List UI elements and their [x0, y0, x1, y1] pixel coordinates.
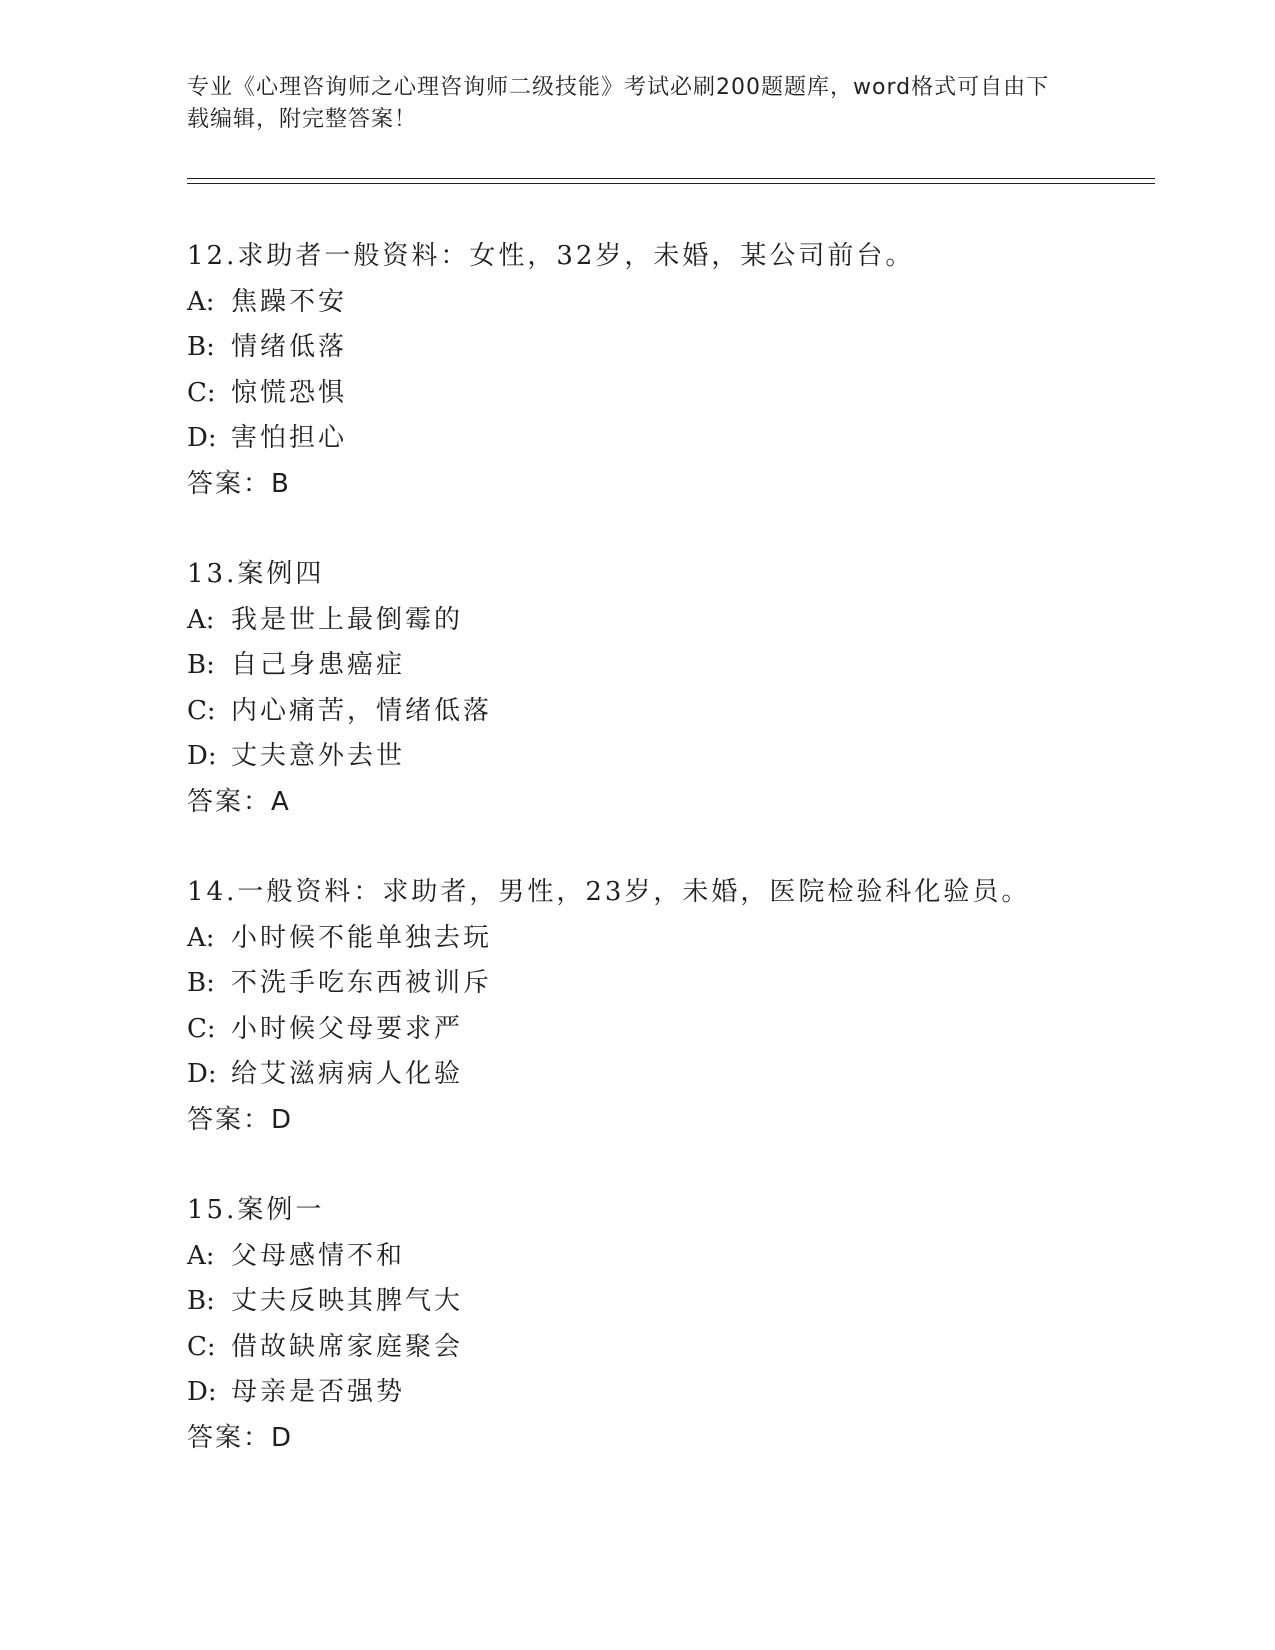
option-text: 惊慌恐惧	[231, 377, 348, 408]
option-d	[187, 734, 1147, 780]
option-text: 自己身患癌症	[231, 650, 406, 680]
option-letter: A:	[187, 1240, 215, 1271]
option-text: 不洗手吃东西被训斥	[231, 968, 493, 998]
answer-line: 答案：B	[187, 468, 291, 499]
option-text: 小时候父母要求严	[231, 1013, 464, 1044]
header-divider-bottom	[187, 183, 1155, 184]
question-item	[187, 870, 1147, 1143]
option-text: 借故缺席家庭聚会	[231, 1331, 464, 1362]
option-letter: D:	[187, 1059, 217, 1089]
question-stem: 14.一般资料：求助者，男性，23岁，未婚，医院检验科化验员。	[187, 877, 1031, 907]
option-c	[187, 1007, 1147, 1053]
option-text: 小时候不能单独去玩	[231, 922, 493, 953]
option-c	[187, 1325, 1147, 1371]
option-text: 我是世上最倒霉的	[231, 604, 464, 635]
question-stem: 13.案例四	[187, 559, 325, 589]
document-header: 专业《心理咨询师之心理咨询师二级技能》考试必刷200题题库，word格式可自由下载编辑，附完整答案！	[187, 75, 1050, 132]
option-d	[187, 1052, 1147, 1098]
option-b	[187, 961, 1147, 1007]
option-d	[187, 1370, 1147, 1416]
option-letter: B:	[187, 1286, 215, 1316]
option-b	[187, 643, 1147, 689]
option-text: 情绪低落	[231, 332, 348, 362]
option-d	[187, 416, 1147, 462]
option-text: 内心痛苦，情绪低落	[231, 695, 493, 726]
question-item	[187, 1188, 1147, 1461]
option-text: 丈夫意外去世	[231, 741, 406, 771]
option-letter: C:	[187, 695, 216, 726]
option-a	[187, 916, 1147, 962]
option-text: 父母感情不和	[231, 1240, 406, 1271]
option-a	[187, 598, 1147, 644]
option-letter: A:	[187, 604, 215, 635]
option-a	[187, 280, 1147, 326]
option-letter: D:	[187, 1377, 217, 1407]
option-letter: D:	[187, 741, 217, 771]
option-b	[187, 325, 1147, 371]
question-item	[187, 552, 1147, 825]
answer-line: 答案：D	[187, 1422, 294, 1453]
option-letter: C:	[187, 1013, 216, 1044]
option-text: 母亲是否强势	[231, 1377, 406, 1407]
question-item	[187, 234, 1147, 507]
option-letter: A:	[187, 922, 215, 953]
option-letter: B:	[187, 968, 215, 998]
option-a	[187, 1234, 1147, 1280]
option-letter: A:	[187, 286, 215, 317]
option-text: 丈夫反映其脾气大	[231, 1286, 464, 1316]
option-letter: C:	[187, 1331, 216, 1362]
option-letter: C:	[187, 377, 216, 408]
question-stem: 12.求助者一般资料：女性，32岁，未婚，某公司前台。	[187, 241, 915, 271]
question-stem: 15.案例一	[187, 1195, 325, 1225]
option-letter: D:	[187, 423, 217, 453]
answer-line: 答案：A	[187, 786, 291, 817]
question-list	[187, 234, 1147, 1506]
option-letter: B:	[187, 332, 215, 362]
option-c	[187, 689, 1147, 735]
header-divider-top	[187, 178, 1155, 179]
option-text: 害怕担心	[231, 423, 348, 453]
answer-line: 答案：D	[187, 1104, 294, 1135]
option-text: 焦躁不安	[231, 286, 348, 317]
option-b	[187, 1279, 1147, 1325]
option-text: 给艾滋病病人化验	[231, 1059, 464, 1089]
option-letter: B:	[187, 650, 215, 680]
option-c	[187, 371, 1147, 417]
